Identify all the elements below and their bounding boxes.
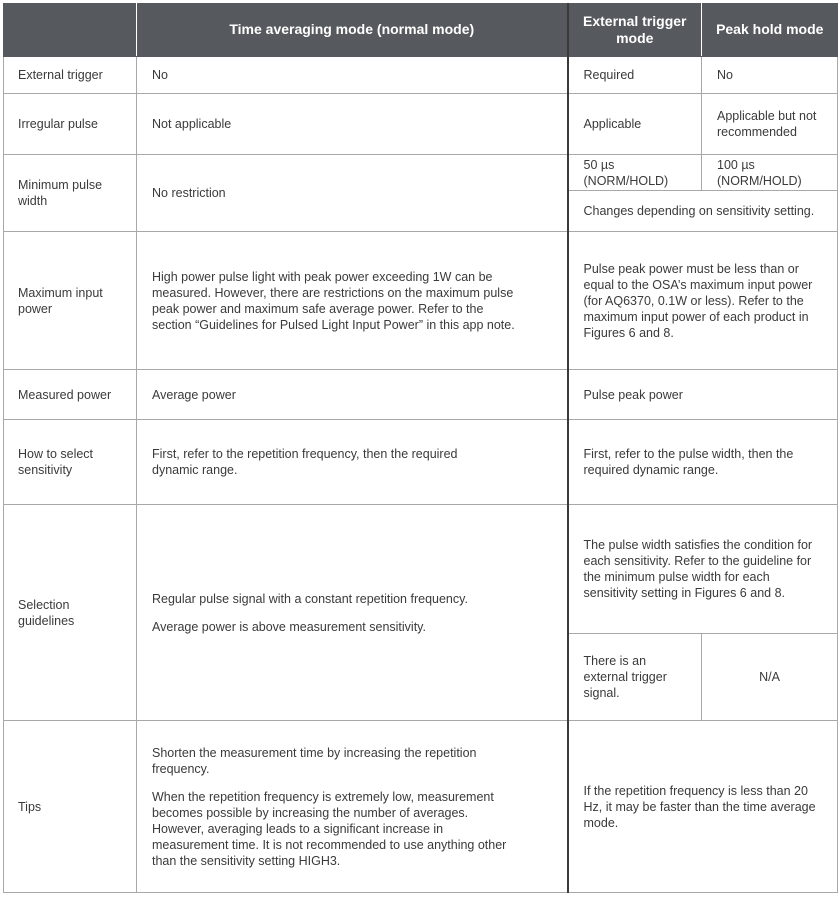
tip-paragraph: When the repetition frequency is extremely low, measurement becomes possible by increasing the number of averages. However, averaging leads to a significant increase in measurement time. It is not recommended to use anything other than the sensitivity setting HIGH3.	[152, 789, 507, 868]
tip-paragraph: Shorten the measurement time by increasing the repetition frequency.	[152, 745, 477, 776]
header-empty	[4, 4, 137, 57]
table-row	[4, 721, 838, 893]
shared-note-cell: Changes depending on sensitivity setting.	[568, 191, 838, 232]
normal-cell: Not applicable	[137, 94, 568, 155]
table-row	[4, 94, 838, 155]
row-label: How to select sensitivity	[4, 420, 137, 505]
trigger-cell: Required	[568, 57, 702, 94]
row-label: Maximum input power	[4, 232, 137, 370]
table-row	[4, 57, 838, 94]
normal-cell: No	[137, 57, 568, 94]
trigger-cell: 50 µs (NORM/HOLD)	[568, 155, 702, 191]
header-peak-hold: Peak hold mode	[702, 4, 838, 57]
row-label: External trigger	[4, 57, 137, 94]
row-label: Selection guidelines	[4, 505, 137, 721]
row-label: Irregular pulse	[4, 94, 137, 155]
trigger-cell: Applicable	[568, 94, 702, 155]
normal-cell: Average power	[137, 370, 568, 420]
table-row	[4, 420, 838, 505]
guideline-paragraph: Average power is above measurement sensitivity.	[152, 619, 426, 634]
peak-cell: No	[702, 57, 838, 94]
table-row	[4, 155, 838, 191]
table-row	[4, 232, 838, 370]
normal-cell	[137, 721, 568, 893]
row-label: Measured power	[4, 370, 137, 420]
row-label: Minimum pulse width	[4, 155, 137, 232]
shared-cell: If the repetition frequency is less than 20 Hz, it may be faster than the time average mode.	[568, 721, 838, 893]
normal-cell	[137, 505, 568, 721]
peak-cell: 100 µs (NORM/HOLD)	[702, 155, 838, 191]
peak-cell: N/A	[702, 634, 838, 721]
peak-cell: Applicable but not recommended	[702, 94, 838, 155]
normal-cell: No restriction	[137, 155, 568, 232]
row-label: Tips	[4, 721, 137, 893]
normal-cell: First, refer to the repetition frequency, then the required dynamic range.	[137, 420, 568, 505]
mode-comparison-table	[3, 3, 838, 893]
guideline-paragraph: Regular pulse signal with a constant repetition frequency.	[152, 591, 468, 606]
header-external-trigger: External trigger mode	[568, 4, 702, 57]
header-row	[4, 4, 838, 57]
header-time-averaging: Time averaging mode (normal mode)	[137, 4, 568, 57]
shared-cell: The pulse width satisfies the condition for each sensitivity. Refer to the guideline for the minimum pulse width for each sensitivity setting in Figures 6 and 8.	[568, 505, 838, 634]
shared-cell: Pulse peak power must be less than or equal to the OSA’s maximum input power (for AQ6370, 0.1W or less). Refer to the maximum input power of each product in Figures 6 and 8.	[568, 232, 838, 370]
shared-cell: Pulse peak power	[568, 370, 838, 420]
table-row	[4, 505, 838, 634]
table-row	[4, 370, 838, 420]
normal-cell: High power pulse light with peak power exceeding 1W can be measured. However, there are restrictions on the maximum pulse peak power and maximum safe average power. Refer to the section “Guidelines for Pulsed Light Input Power” in this app note.	[137, 232, 568, 370]
shared-cell: First, refer to the pulse width, then the required dynamic range.	[568, 420, 838, 505]
trigger-cell: There is an external trigger signal.	[568, 634, 702, 721]
